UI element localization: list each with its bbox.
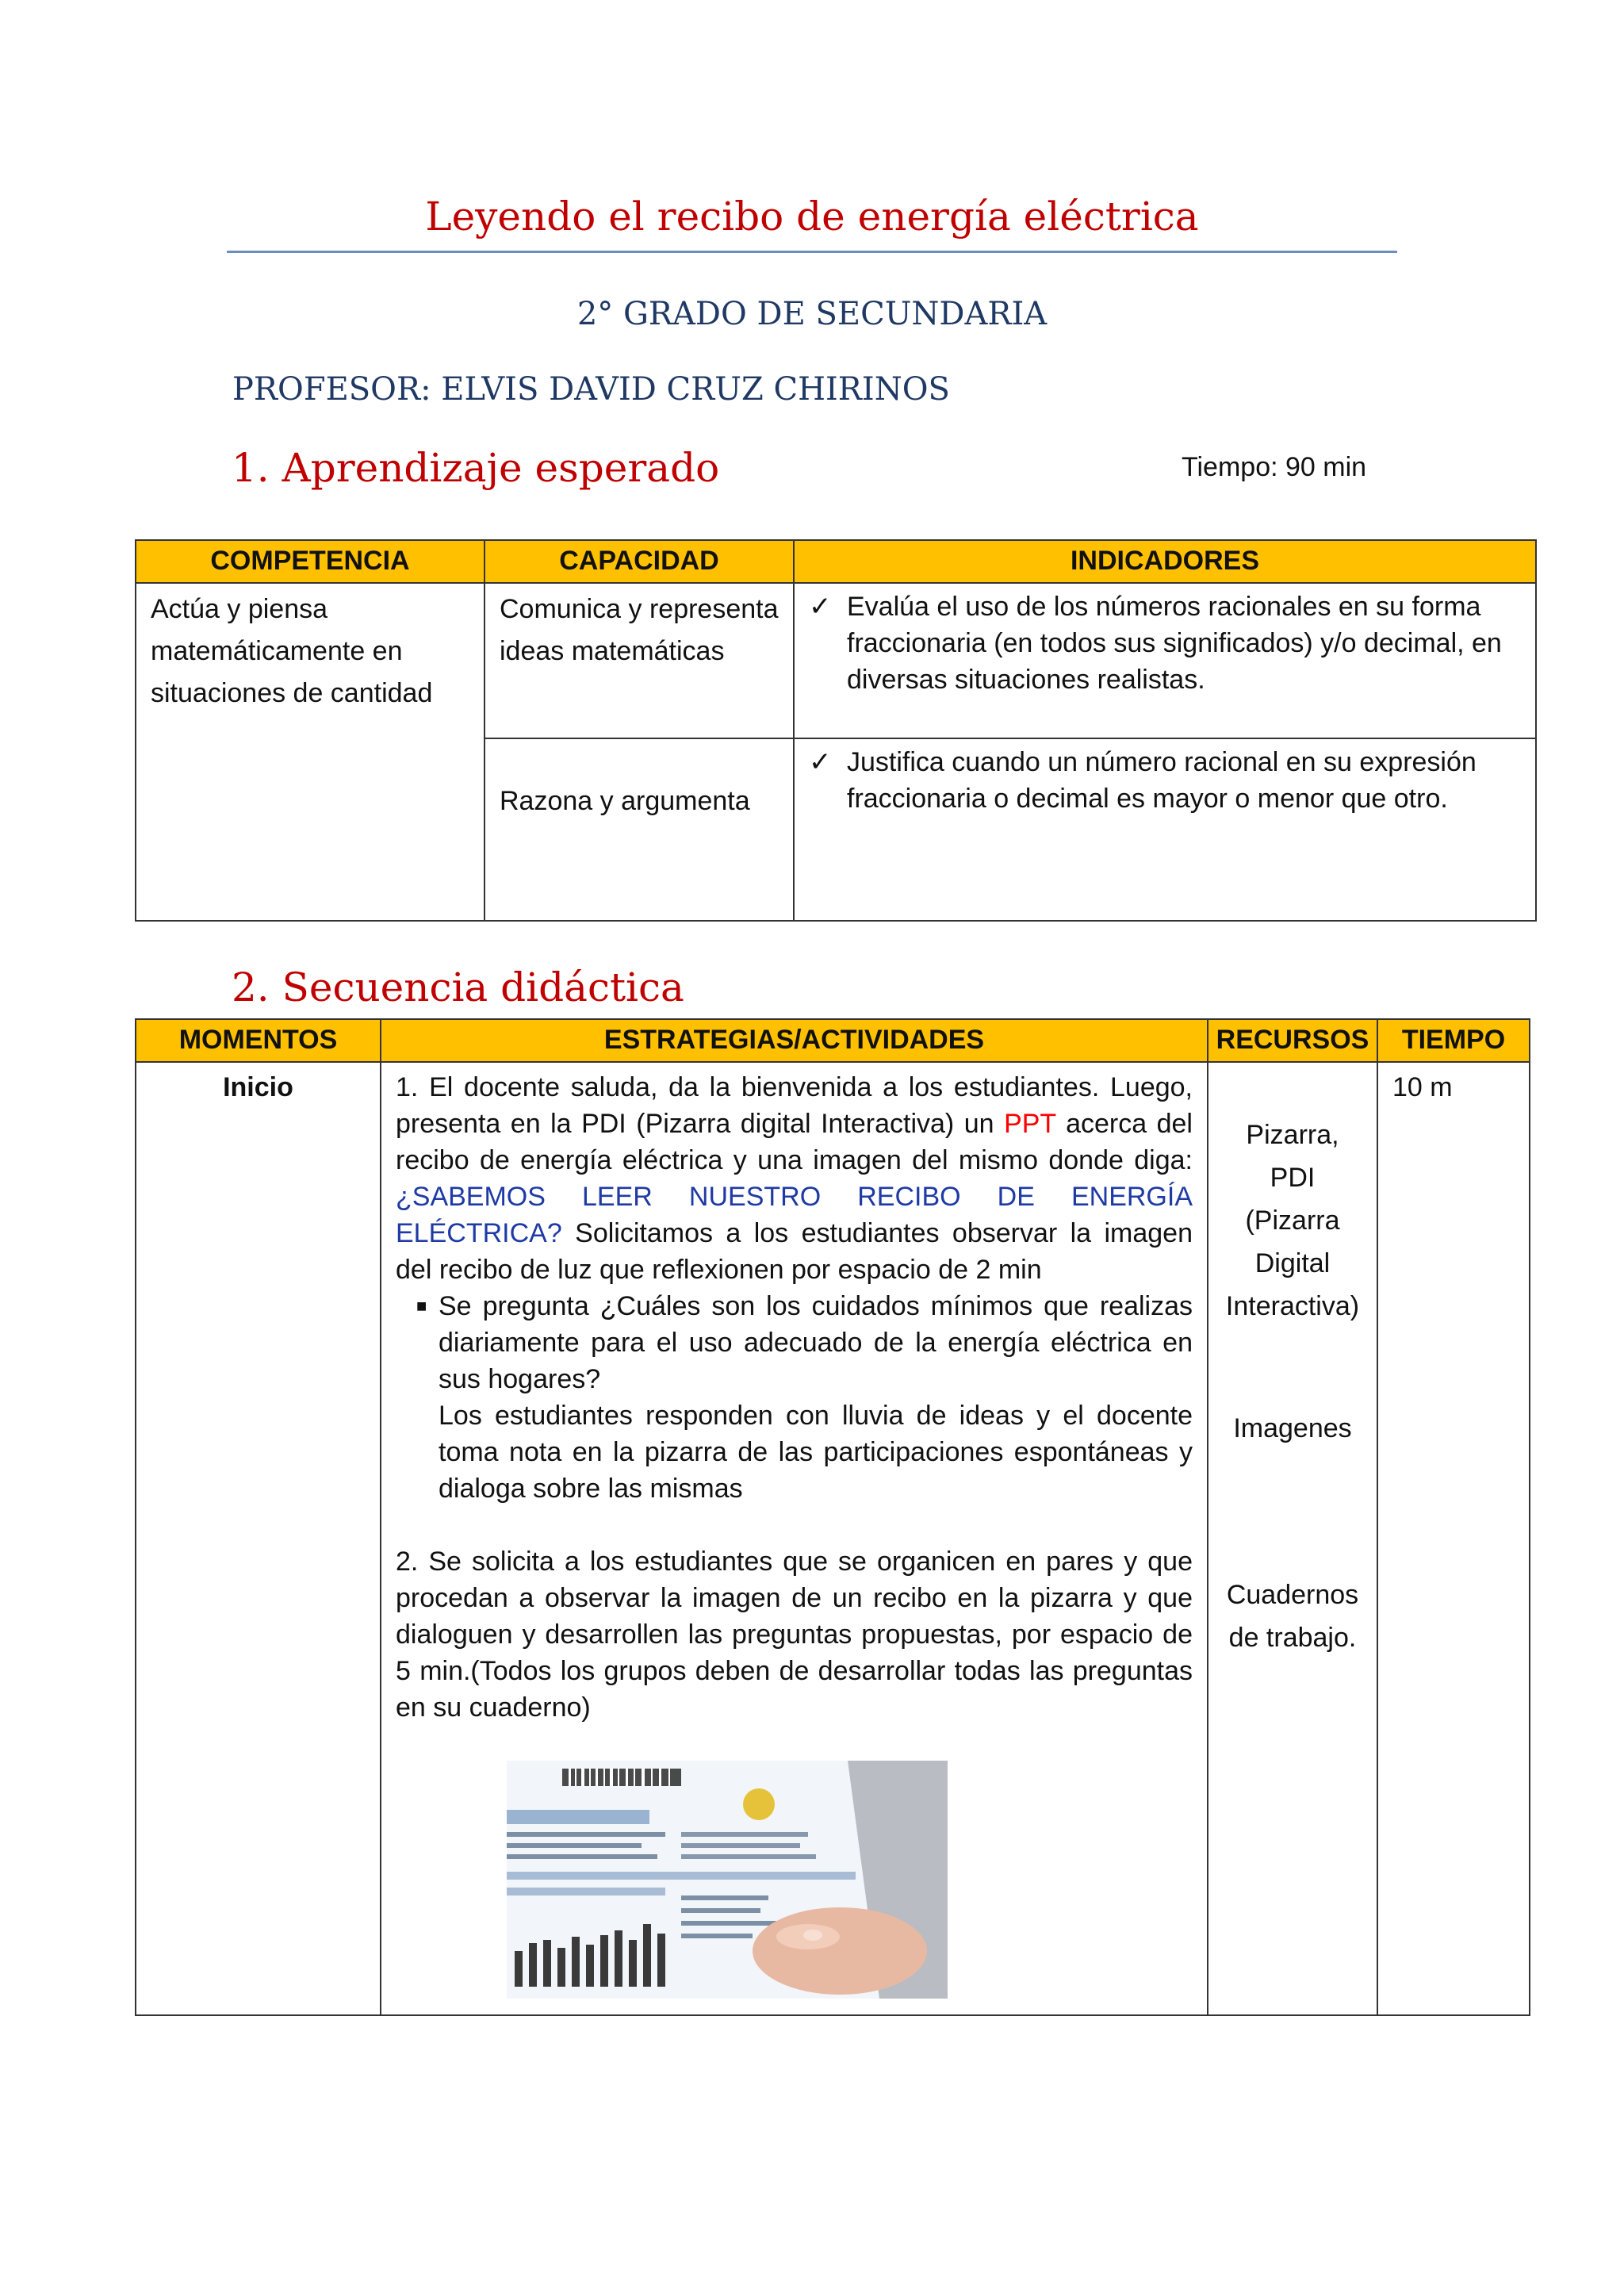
- capacidad-cell: Comunica y representa ideas matemáticas: [485, 583, 794, 738]
- checkmark-icon: ✓: [809, 747, 832, 777]
- learning-table-header: [136, 540, 1536, 583]
- learning-table: [135, 539, 1537, 922]
- indicator-text: Evalúa el uso de los números racionales en su forma fraccionaria (en todos sus significados) y/o decimal, en diversas situaciones realistas.: [847, 592, 1502, 695]
- competencia-cell: Actúa y piensa matemáticamente en situaciones de cantidad: [136, 583, 485, 921]
- activity-1: [396, 1069, 1193, 1288]
- bullet-text: Se pregunta ¿Cuáles son los cuidados mínimos que realizas diariamente para el uso adecuado de la energía eléctrica en sus hogares?: [439, 1291, 1193, 1394]
- activity-2: 2. Se solicita a los estudiantes que se organicen en pares y que procedan a observar la imagen de un recibo en la pizarra y que dialoguen y desarrollen las preguntas propuestas, por espacio de 5 min.(Todos los grupos deben de desarrollar todas las preguntas en su cuaderno): [396, 1547, 1193, 1723]
- spacer: [1223, 1328, 1362, 1407]
- capacidad-text: Razona y argumenta: [500, 786, 750, 816]
- activity-1-text: Solicitamos a los estudiantes observar la imagen del recibo de luz que reflexionen por espacio de 2 min: [396, 1218, 1193, 1285]
- indicator-item: [809, 588, 1521, 698]
- indicador-cell: [794, 583, 1536, 738]
- time-cell: 10 m: [1377, 1062, 1530, 2015]
- header-capacidad: CAPACIDAD: [485, 540, 794, 583]
- resource-images: Imagenes: [1233, 1413, 1352, 1443]
- header-estrategias: ESTRATEGIAS/ACTIVIDADES: [381, 1019, 1208, 1062]
- indicator-text: Justifica cuando un número racional en su expresión fraccionaria o decimal es mayor o menor que otro.: [847, 747, 1477, 814]
- sequence-table-header: [136, 1019, 1530, 1062]
- checkmark-icon: ✓: [809, 592, 832, 622]
- total-time-label: Tiempo: 90 min: [1182, 452, 1367, 482]
- table-row: [136, 583, 1536, 738]
- grade-label: 2° GRADO DE SECUNDARIA: [576, 296, 1048, 332]
- sequence-table: [135, 1018, 1530, 2016]
- square-bullet-icon: ■: [416, 1296, 427, 1316]
- followup-text: Los estudiantes responden con lluvia de ideas y el docente toma nota en la pizarra de las participaciones espontáneas y dialoga sobre las mismas: [439, 1401, 1193, 1504]
- section-didactic-sequence-title: 2. Secuencia didáctica: [232, 964, 684, 1010]
- key-question: ¿SABEMOS LEER NUESTRO RECIBO DE ENERGÍA ELÉCTRICA?: [396, 1182, 1193, 1248]
- section-expected-learning-title: 1. Aprendizaje esperado: [232, 445, 720, 491]
- header-competencia: COMPETENCIA: [136, 540, 485, 583]
- document-title: Leyendo el recibo de energía eléctrica: [425, 194, 1199, 240]
- activity-1-text: 1. El docente saluda, da la bienvenida a los estudiantes. Luego, presenta en la PDI (Pizarra digital Interactiva) un: [396, 1072, 1193, 1139]
- activity-1-text: acerca del recibo de energía eléctrica y una imagen del mismo donde diga:: [396, 1109, 1193, 1175]
- resource-pdi: Pizarra, PDI (Pizarra Digital Interactiva): [1225, 1120, 1360, 1321]
- header-tiempo: TIEMPO: [1377, 1019, 1530, 1062]
- resources-cell: [1208, 1062, 1377, 2015]
- header-recursos: RECURSOS: [1208, 1019, 1377, 1062]
- resource-notebooks: Cuadernos de trabajo.: [1226, 1580, 1359, 1653]
- table-row: [136, 1062, 1530, 2015]
- strategies-cell: [381, 1062, 1208, 2015]
- title-underline: [227, 251, 1397, 253]
- spacer: [1223, 1450, 1362, 1573]
- header-momentos: MOMENTOS: [136, 1019, 381, 1062]
- header-indicadores: INDICADORES: [794, 540, 1536, 583]
- spacer: [396, 1507, 1193, 1543]
- moment-cell: Inicio: [136, 1062, 381, 2015]
- indicador-cell: [794, 738, 1536, 921]
- bullet-item: [396, 1288, 1193, 1397]
- teacher-label: PROFESOR: ELVIS DAVID CRUZ CHIRINOS: [232, 371, 950, 408]
- indicator-item: [809, 744, 1521, 817]
- capacidad-cell: [485, 738, 794, 921]
- spacer: [1223, 1069, 1362, 1114]
- electricity-bill-photo: [507, 1761, 948, 1999]
- ppt-text: PPT: [1004, 1109, 1056, 1139]
